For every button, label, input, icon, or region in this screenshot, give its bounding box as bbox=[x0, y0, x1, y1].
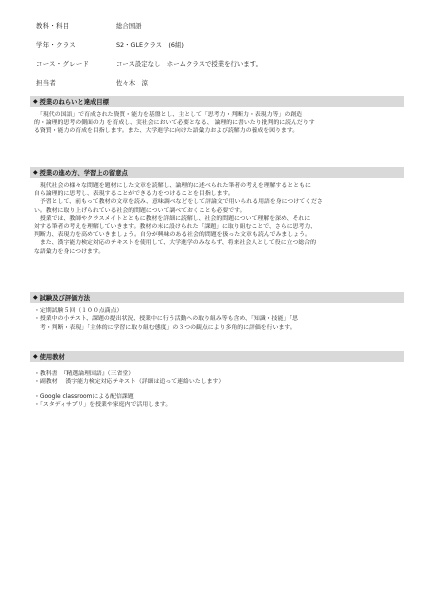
teacher-label: 担当者 bbox=[36, 79, 57, 87]
list-item: ・「スタディサプリ」を授業や家庭内で活用します。 bbox=[34, 401, 172, 408]
exam-section bbox=[30, 292, 404, 332]
diamond-icon: ◆ bbox=[33, 294, 38, 301]
method-line: な語彙力を身につけます。 bbox=[34, 248, 105, 255]
goals-line: 的・論理的思考の側面の力 を育成し、実社会において必要となる、 論理的に書いたり批判的に読んだりす bbox=[34, 120, 315, 127]
goals-heading bbox=[30, 96, 404, 107]
method-line: 授業では、教師やクラスメイトとともに教材を詳細に読解し、社会的問題について理解を深め、それに bbox=[34, 215, 311, 222]
goals-line: る資質・能力の育成を目指します。また、大学進学に向けた語彙力および読解力の養成を図ります。 bbox=[34, 128, 299, 135]
method-line: 現代社会の様々な問題を題材にした文章を読解し、論理的に述べられた筆者の考えを理解するとともに bbox=[34, 183, 311, 189]
diamond-icon: ◆ bbox=[33, 353, 38, 360]
exam-heading bbox=[30, 292, 404, 303]
method-line: い。教材に取り上げられている社会的問題について調べておくことも必要です。 bbox=[34, 207, 246, 214]
exam-heading-text: 試験及び評価方法 bbox=[39, 295, 90, 302]
list-item: ・授業中の小テスト、課題の提出状況、授業中に行う活動への取り組み等も含め、「知識・技能」「思 bbox=[34, 316, 299, 323]
exam-list bbox=[34, 307, 400, 332]
materials-body bbox=[30, 362, 404, 409]
materials-list bbox=[34, 370, 400, 387]
method-line: 判断力、表現力を高めていきましょう。自分が興味のある社会的問題を扱った文章も読んでみましょう。 bbox=[34, 232, 311, 239]
grade-value: S2・GLEクラス (6組) bbox=[116, 41, 184, 49]
subject-label: 教科・科目 bbox=[36, 22, 70, 30]
goals-body bbox=[30, 107, 404, 136]
goals-line: 「現代の国語」で育成された資質・能力を基盤とし、主として「思考力・判断力・表現力等」の創造 bbox=[34, 112, 303, 118]
method-heading bbox=[30, 167, 404, 178]
diamond-icon: ◆ bbox=[33, 169, 38, 176]
online-materials-list bbox=[34, 393, 400, 410]
goals-section bbox=[30, 96, 404, 136]
list-item: ・教科書 『精選論理国語』（三省堂） bbox=[34, 371, 135, 377]
list-item: 考・判断・表現」「主体的に学習に取り組む態度」の３つの観点により多角的に評価を行います。 bbox=[34, 324, 296, 331]
course-value: コース設定なし ホームクラスで授業を行います。 bbox=[116, 60, 262, 68]
list-item: ・定期試験５回（１００点満点） bbox=[34, 308, 123, 314]
method-body bbox=[30, 178, 404, 256]
method-line: 対する筆者の考えを理解していきます。教材の末に設けられた「課題」に取り組むことで、さらに思考力、 bbox=[34, 224, 317, 231]
method-line: また、漢字能力検定対応のテキストを使用して、大学進学のみならず、将来社会人として役に立つ総合的 bbox=[34, 240, 317, 247]
list-item: ・Google classroomによる配信課題 bbox=[34, 393, 134, 400]
method-section bbox=[30, 167, 404, 256]
course-info bbox=[36, 16, 396, 92]
grade-row bbox=[36, 35, 396, 54]
exam-body bbox=[30, 303, 404, 332]
course-label: コース・グレード bbox=[36, 60, 90, 68]
diamond-icon: ◆ bbox=[33, 98, 38, 105]
method-line: 予習として、前もって教材の文章を読み、意味調べなどをして評論文で用いられる用語を身につけてくださ bbox=[34, 199, 323, 206]
course-row bbox=[36, 54, 396, 73]
goals-heading-text: 授業のねらいと達成目標 bbox=[39, 99, 109, 106]
method-line: 自ら論理的に思考し、表現することができる力をつけることを目指します。 bbox=[34, 191, 234, 198]
subject-value: 総合国語 bbox=[116, 22, 142, 30]
teacher-value: 佐々木 涼 bbox=[116, 79, 148, 87]
materials-section bbox=[30, 351, 404, 409]
subject-row bbox=[36, 16, 396, 35]
grade-label: 学年・クラス bbox=[36, 41, 76, 49]
materials-heading bbox=[30, 351, 404, 362]
materials-heading-text: 使用教材 bbox=[39, 354, 65, 361]
list-item: ・副教材 漢字能力検定対応テキスト（詳細は追って連絡いたします） bbox=[34, 379, 225, 386]
method-heading-text: 授業の進め方、学習上の留意点 bbox=[39, 170, 128, 177]
teacher-row bbox=[36, 73, 396, 92]
